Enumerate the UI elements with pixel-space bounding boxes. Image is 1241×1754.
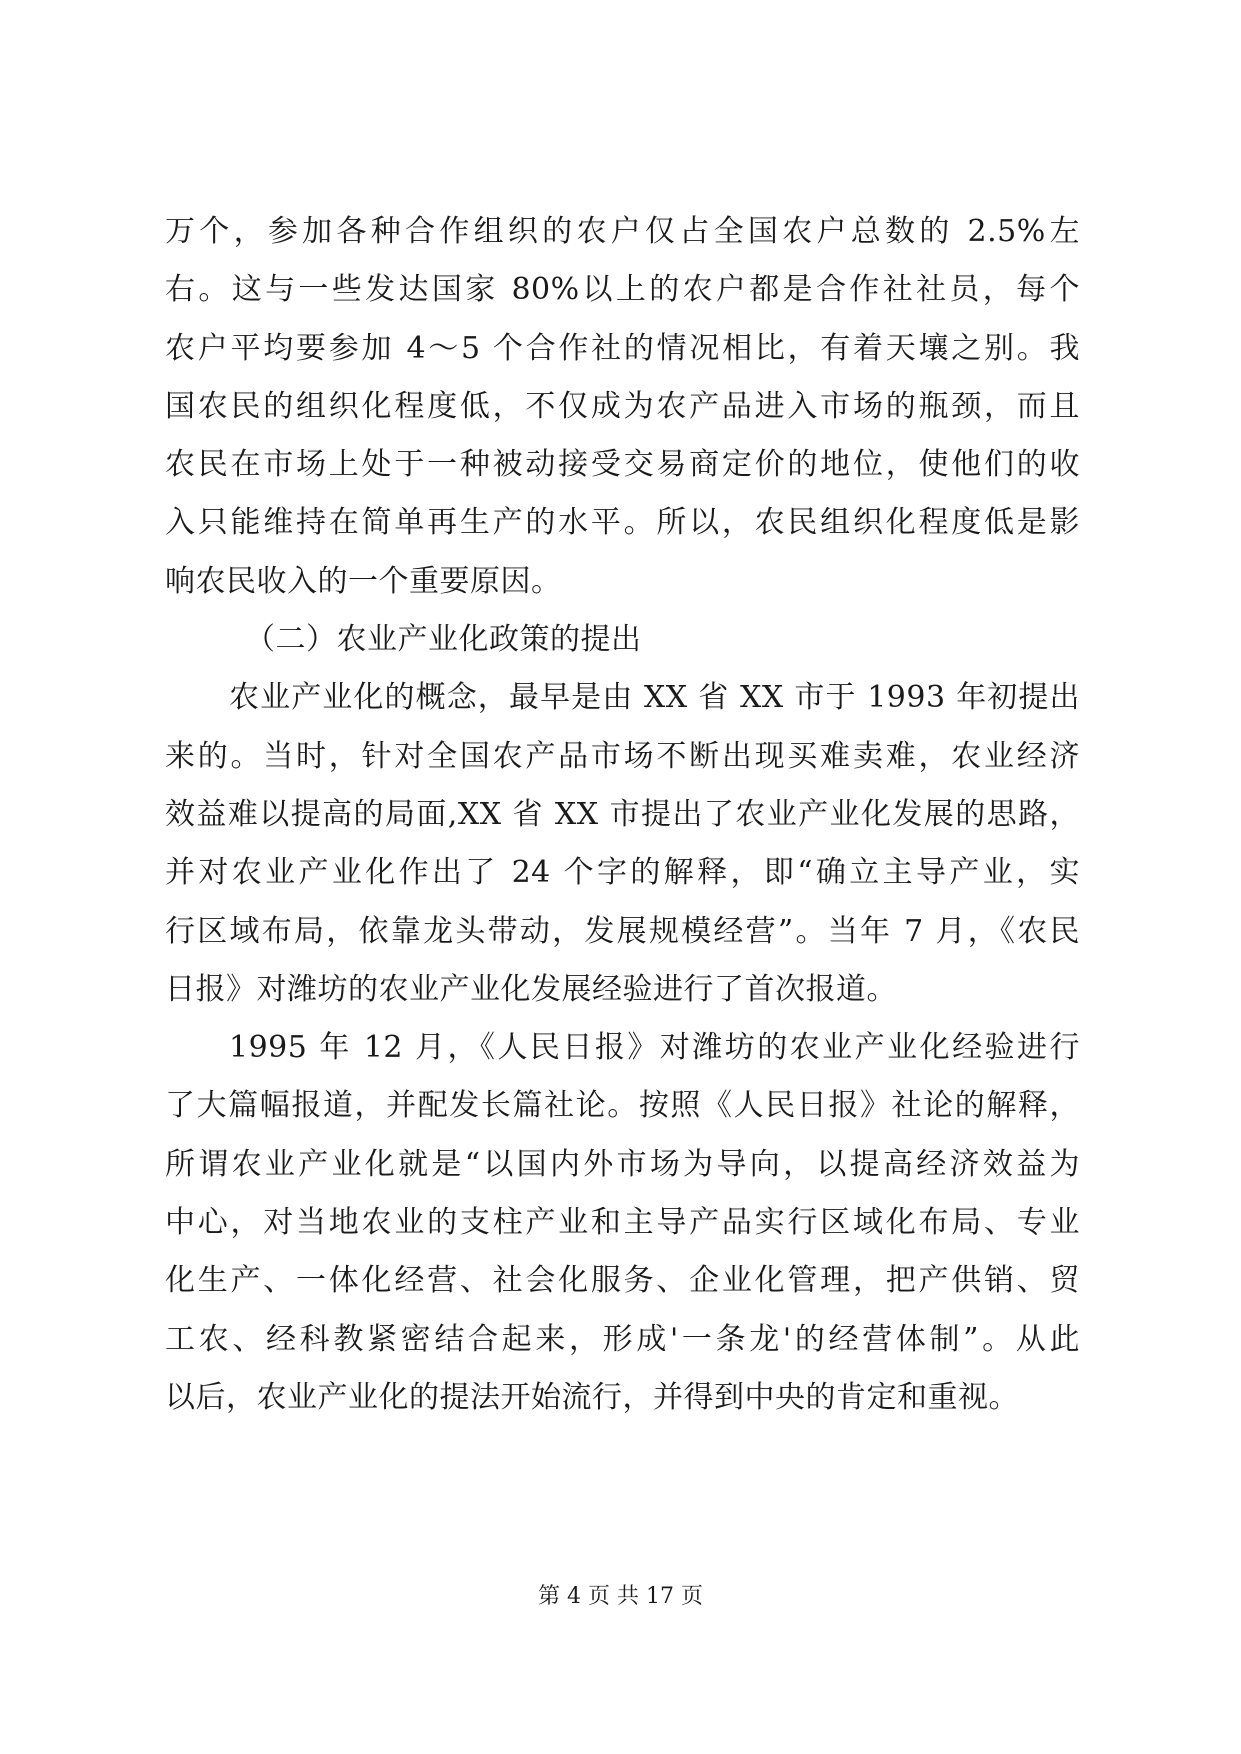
body-text xyxy=(165,203,1080,1427)
section-heading: （二）农业产业化政策的提出 xyxy=(245,622,642,658)
paragraph-line: 了大篇幅报道，并配发长篇社论。按照《人民日报》社论的解释， xyxy=(165,1088,1080,1124)
paragraph-line: 农户平均要参加 4～5 个合作社的情况相比，有着天壤之别。我 xyxy=(165,330,1080,366)
paragraph-line: 1995 年 12 月，《人民日报》对潍坊的农业产业化经验进行 xyxy=(229,1030,1080,1066)
paragraph-line: 效益难以提高的局面,XX 省 XX 市提出了农业产业化发展的思路， xyxy=(165,796,1080,832)
paragraph-line: 国农民的组织化程度低，不仅成为农产品进入市场的瓶颈，而且 xyxy=(165,388,1080,424)
paragraph-line: 以后，农业产业化的提法开始流行，并得到中央的肯定和重视。 xyxy=(165,1379,1019,1415)
paragraph-line: 所谓农业产业化就是“以国内外市场为导向，以提高经济效益为 xyxy=(165,1146,1080,1182)
paragraph-line: 入只能维持在简单再生产的水平。所以，农民组织化程度低是影 xyxy=(165,505,1080,541)
paragraph-line: 农业产业化的概念，最早是由 XX 省 XX 市于 1993 年初提出 xyxy=(229,680,1080,716)
page-number-footer: 第 4 页 共 17 页 xyxy=(538,1584,703,1609)
paragraph-line: 万个，参加各种合作组织的农户仅占全国农户总数的 2.5%左 xyxy=(165,214,1080,249)
paragraph-line: 来的。当时，针对全国农产品市场不断出现买难卖难，农业经济 xyxy=(165,738,1080,774)
paragraph-line: 农民在市场上处于一种被动接受交易商定价的地位，使他们的收 xyxy=(165,447,1080,483)
paragraph-line: 中心，对当地农业的支柱产业和主导产品实行区域化布局、专业 xyxy=(165,1205,1080,1241)
paragraph-line: 行区域布局，依靠龙头带动，发展规模经营”。当年 7 月，《农民 xyxy=(165,913,1080,949)
paragraph-line: 工农、经科教紧密结合起来，形成'一条龙'的经营体制”。从此 xyxy=(165,1321,1080,1357)
paragraph-line: 右。这与一些发达国家 80%以上的农户都是合作社社员，每个 xyxy=(165,272,1080,308)
paragraph-line: 响农民收入的一个重要原因。 xyxy=(165,563,562,599)
paragraph-line: 并对农业产业化作出了 24 个字的解释，即“确立主导产业，实 xyxy=(165,855,1080,891)
paragraph-line: 日报》对潍坊的农业产业化发展经验进行了首次报道。 xyxy=(165,971,897,1007)
paragraph-line: 化生产、一体化经营、社会化服务、企业化管理，把产供销、贸 xyxy=(165,1263,1080,1299)
